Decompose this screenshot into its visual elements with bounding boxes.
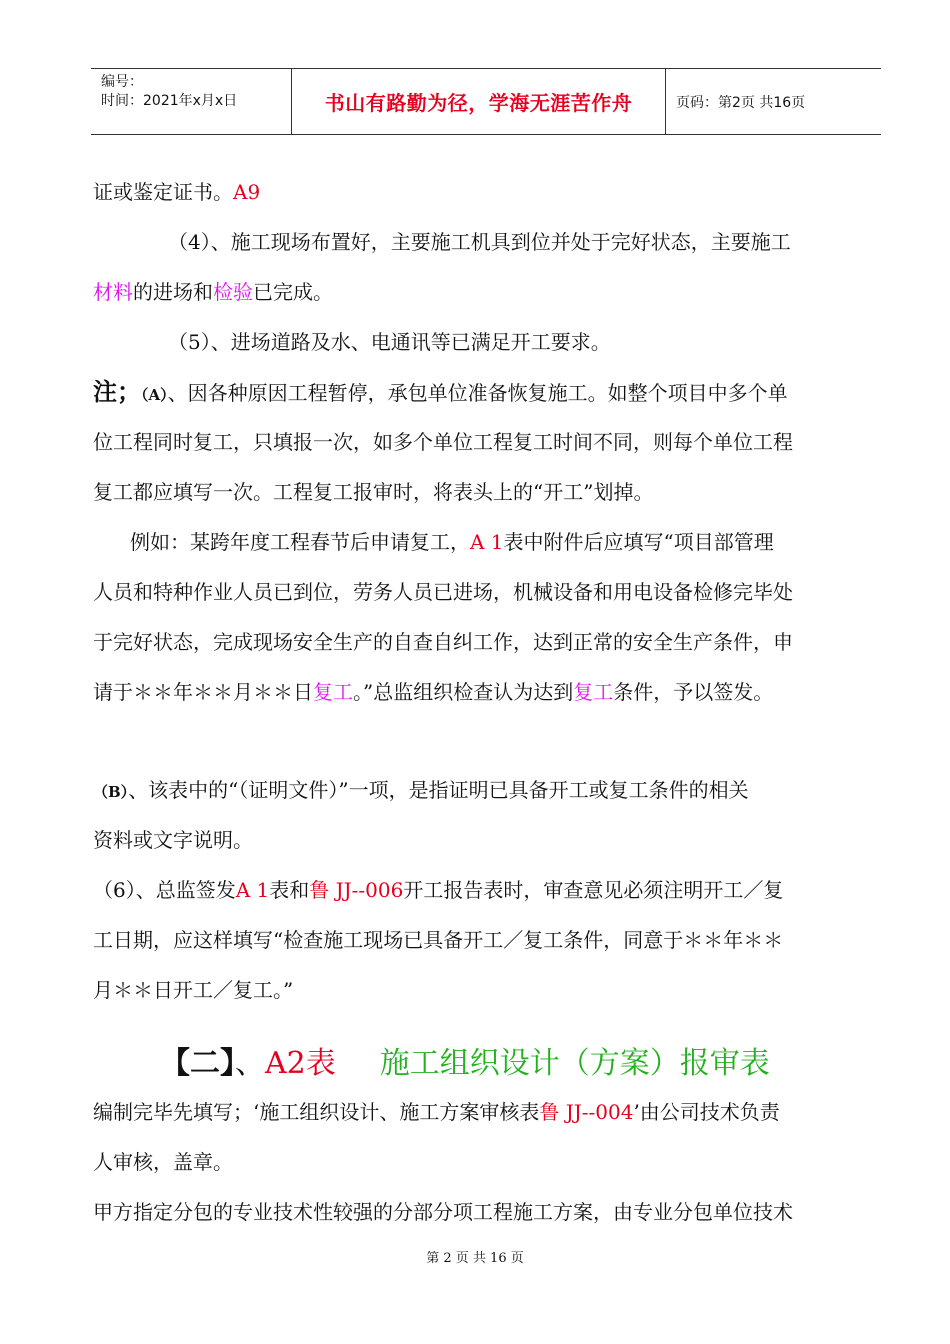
text-line: （5）、进场道路及水、电通讯等已满足开工要求。 xyxy=(168,330,611,354)
text-line: 资料或文字说明。 xyxy=(93,828,253,852)
text-line: 请于＊＊年＊＊月＊＊日复工。”总监组织检查认为达到复工条件，予以签发。 xyxy=(93,680,774,704)
text-line: 工日期，应这样填写“检查施工现场已具备开工／复工条件，同意于＊＊年＊＊ xyxy=(93,928,784,952)
text-line: 甲方指定分包的专业技术性较强的分部分项工程施工方案，由专业分包单位技术 xyxy=(93,1200,793,1224)
text-line: 材料的进场和检验已完成。 xyxy=(93,280,333,304)
text-line: 例如：某跨年度工程春节后申请复工，A 1表中附件后应填写“项目部管理 xyxy=(130,530,774,554)
header-motto: 书山有路勤为径，学海无涯苦作舟 xyxy=(292,69,666,134)
time-label: 时间：2021年x月x日 xyxy=(101,93,238,109)
text-line: （B）、该表中的“（证明文件）”一项，是指证明已具备开工或复工条件的相关 xyxy=(93,778,749,802)
text-line: 于完好状态，完成现场安全生产的自查自纠工作，达到正常的安全生产条件，申 xyxy=(93,630,793,654)
header-meta xyxy=(91,69,292,134)
number-label: 编号： xyxy=(101,74,143,90)
text-line: 证或鉴定证书。A9 xyxy=(93,180,261,204)
section-heading: 【二】、A2表 施工组织设计（方案）报审表 xyxy=(160,1046,770,1081)
text-line: （6）、总监签发A 1表和鲁 JJ--006开工报告表时，审查意见必须注明开工／复 xyxy=(93,878,784,902)
text-line: 复工都应填写一次。工程复工报审时，将表头上的“开工”划掉。 xyxy=(93,480,654,504)
text-line: 位工程同时复工，只填报一次，如多个单位工程复工时间不同，则每个单位工程 xyxy=(93,430,793,454)
text-line: 人员和特种作业人员已到位，劳务人员已进场，机械设备和用电设备检修完毕处 xyxy=(93,580,793,604)
header-page-label: 页码：第2页 共16页 xyxy=(676,94,806,111)
text-line: 月＊＊日开工／复工。” xyxy=(93,978,294,1002)
text-line: 注；（A）、因各种原因工程暂停，承包单位准备恢复施工。如整个项目中多个单 xyxy=(93,377,788,406)
page-footer: 第 2 页 共 16 页 xyxy=(426,1251,524,1266)
text-line: 人审核，盖章。 xyxy=(93,1150,233,1174)
text-line: 编制完毕先填写；‘施工组织设计、施工方案审核表鲁 JJ--004’由公司技术负责 xyxy=(93,1100,780,1124)
text-line: （4）、施工现场布置好，主要施工机具到位并处于完好状态，主要施工 xyxy=(168,230,791,254)
page-header xyxy=(91,68,881,135)
